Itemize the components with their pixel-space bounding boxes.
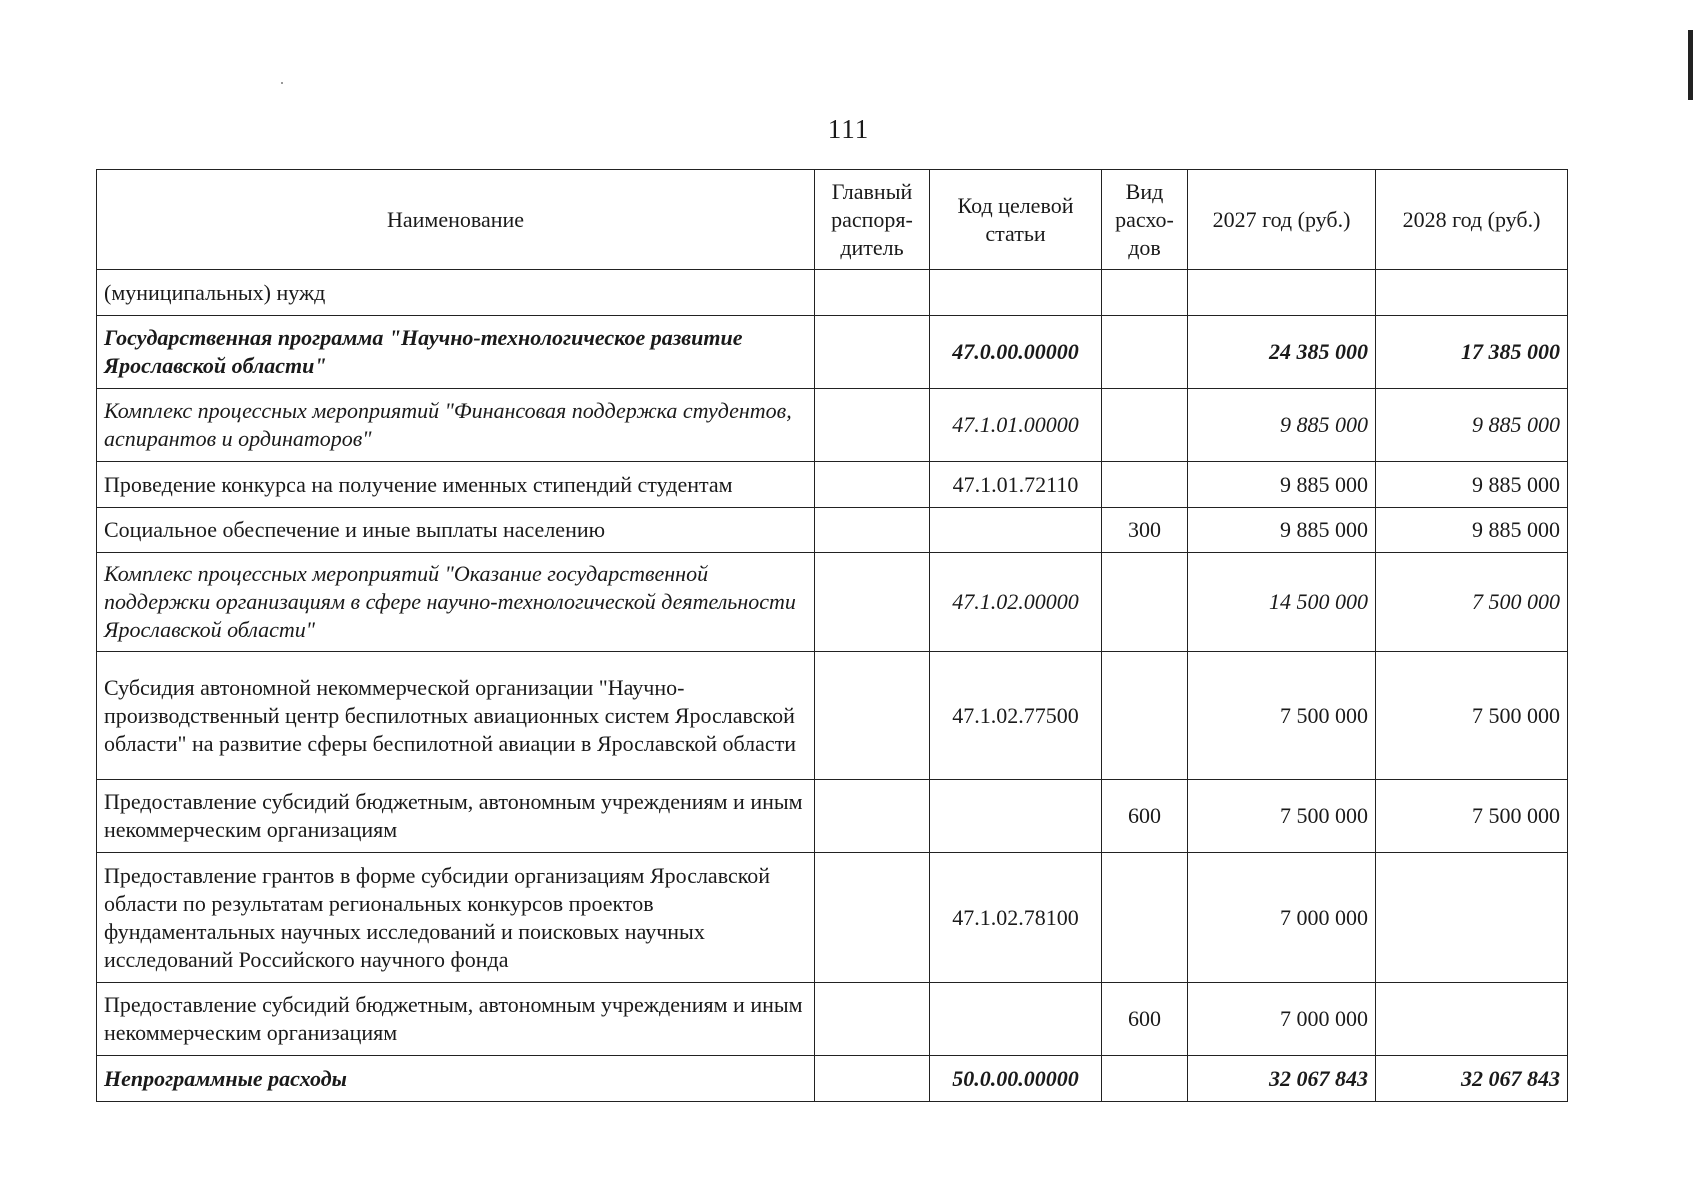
header-2027: 2027 год (руб.) [1188, 170, 1376, 270]
row-admin [815, 270, 930, 316]
row-admin [815, 508, 930, 553]
row-code [930, 780, 1102, 853]
table-row [97, 270, 1568, 316]
row-amount-2028: 9 885 000 [1376, 508, 1568, 553]
row-name: Предоставление субсидий бюджетным, автономным учреждениям и иным некоммерческим организациям [97, 780, 815, 853]
row-code: 50.0.00.00000 [930, 1056, 1102, 1102]
table-row [97, 780, 1568, 853]
row-admin [815, 462, 930, 508]
row-kind: 300 [1102, 508, 1188, 553]
row-amount-2028 [1376, 270, 1568, 316]
row-code: 47.0.00.00000 [930, 316, 1102, 389]
row-kind [1102, 316, 1188, 389]
table-row [97, 316, 1568, 389]
row-name: Субсидия автономной некоммерческой организации "Научно-производственный центр беспилотных авиационных систем Ярославской области" на развитие сферы беспилотной авиации в Ярославской области [97, 652, 815, 780]
row-admin [815, 553, 930, 652]
table-row [97, 1056, 1568, 1102]
row-admin [815, 780, 930, 853]
row-name: Социальное обеспечение и иные выплаты населению [97, 508, 815, 553]
row-amount-2027: 7 000 000 [1188, 853, 1376, 983]
row-kind [1102, 389, 1188, 462]
budget-table [96, 169, 1568, 1102]
table-row [97, 983, 1568, 1056]
table-row [97, 853, 1568, 983]
row-name: Государственная программа "Научно-технологическое развитие Ярославской области" [97, 316, 815, 389]
row-amount-2027: 7 000 000 [1188, 983, 1376, 1056]
row-name: (муниципальных) нужд [97, 270, 815, 316]
page-number: 111 [827, 114, 870, 144]
row-amount-2027: 7 500 000 [1188, 780, 1376, 853]
row-code [930, 508, 1102, 553]
row-kind [1102, 652, 1188, 780]
row-admin [815, 1056, 930, 1102]
row-amount-2028 [1376, 853, 1568, 983]
row-amount-2027 [1188, 270, 1376, 316]
row-amount-2028: 9 885 000 [1376, 389, 1568, 462]
header-admin: Главный распоря- дитель [815, 170, 930, 270]
table-row [97, 462, 1568, 508]
row-amount-2028: 7 500 000 [1376, 553, 1568, 652]
row-admin [815, 389, 930, 462]
row-admin [815, 853, 930, 983]
row-code: 47.1.01.00000 [930, 389, 1102, 462]
table-row [97, 652, 1568, 780]
row-amount-2027: 14 500 000 [1188, 553, 1376, 652]
table-row [97, 553, 1568, 652]
row-name: Комплекс процессных мероприятий "Оказание государственной поддержки организациям в сфере научно-технологической деятельности Ярославской области" [97, 553, 815, 652]
row-code: 47.1.02.77500 [930, 652, 1102, 780]
row-name: Комплекс процессных мероприятий "Финансовая поддержка студентов, аспирантов и ординаторов" [97, 389, 815, 462]
row-kind [1102, 853, 1188, 983]
row-admin [815, 983, 930, 1056]
header-code: Код целевой статьи [930, 170, 1102, 270]
row-admin [815, 316, 930, 389]
row-amount-2028: 7 500 000 [1376, 652, 1568, 780]
row-amount-2027: 7 500 000 [1188, 652, 1376, 780]
row-code: 47.1.01.72110 [930, 462, 1102, 508]
row-code: 47.1.02.00000 [930, 553, 1102, 652]
row-kind: 600 [1102, 780, 1188, 853]
row-kind [1102, 553, 1188, 652]
scan-speck [281, 82, 283, 84]
scan-edge-mark [1688, 30, 1693, 100]
table-header-row [97, 170, 1568, 270]
header-name: Наименование [97, 170, 815, 270]
row-amount-2028: 9 885 000 [1376, 462, 1568, 508]
row-amount-2028: 17 385 000 [1376, 316, 1568, 389]
row-code [930, 983, 1102, 1056]
table-row [97, 389, 1568, 462]
row-amount-2028 [1376, 983, 1568, 1056]
row-code [930, 270, 1102, 316]
row-kind: 600 [1102, 983, 1188, 1056]
row-code: 47.1.02.78100 [930, 853, 1102, 983]
table-row [97, 508, 1568, 553]
row-kind [1102, 270, 1188, 316]
header-kind: Вид расхо- дов [1102, 170, 1188, 270]
row-name: Непрограммные расходы [97, 1056, 815, 1102]
header-2028: 2028 год (руб.) [1376, 170, 1568, 270]
row-admin [815, 652, 930, 780]
row-kind [1102, 462, 1188, 508]
row-amount-2028: 7 500 000 [1376, 780, 1568, 853]
row-amount-2027: 9 885 000 [1188, 508, 1376, 553]
row-amount-2027: 9 885 000 [1188, 462, 1376, 508]
row-amount-2027: 9 885 000 [1188, 389, 1376, 462]
row-amount-2028: 32 067 843 [1376, 1056, 1568, 1102]
row-name: Проведение конкурса на получение именных стипендий студентам [97, 462, 815, 508]
row-kind [1102, 1056, 1188, 1102]
row-amount-2027: 32 067 843 [1188, 1056, 1376, 1102]
row-name: Предоставление субсидий бюджетным, автономным учреждениям и иным некоммерческим организациям [97, 983, 815, 1056]
row-name: Предоставление грантов в форме субсидии организациям Ярославской области по результатам региональных конкурсов проектов фундаментальных научных исследований и поисковых научных исследований Российского научного фонда [97, 853, 815, 983]
row-amount-2027: 24 385 000 [1188, 316, 1376, 389]
